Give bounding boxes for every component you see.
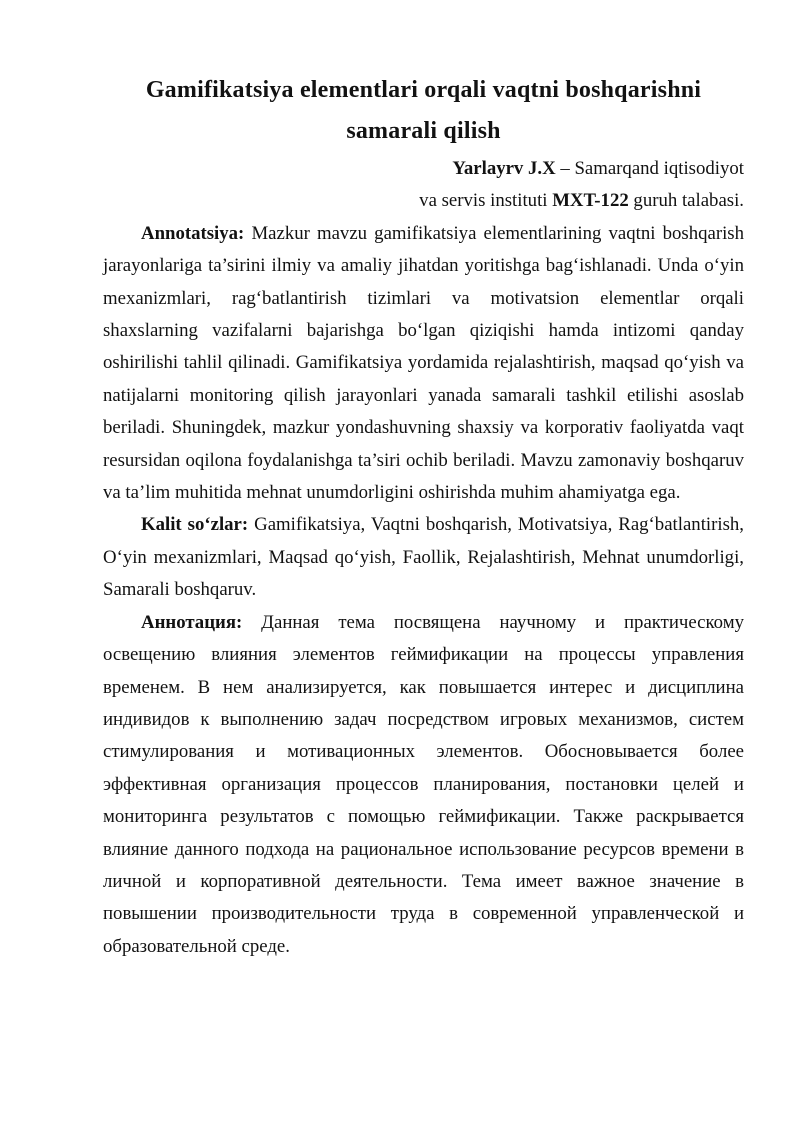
- annotation-ru-paragraph: [103, 607, 744, 963]
- author-line-1: [103, 153, 744, 185]
- annotation-uz-paragraph: [103, 218, 744, 510]
- author-block: [103, 153, 744, 218]
- keywords-label: Kalit so‘zlar:: [141, 514, 249, 536]
- annotation-ru-label: Аннотация:: [141, 611, 243, 633]
- keywords-paragraph: [103, 509, 744, 606]
- title-line-2: samarali qilish: [346, 118, 501, 144]
- document-body: [103, 153, 744, 963]
- author-affiliation-part3: guruh talabasi.: [628, 190, 744, 212]
- author-group-code: MXT-122: [552, 190, 629, 212]
- annotation-ru-text: Данная тема посвящена научному и практическому освещению влияния элементов геймификации на процессы управления временем. В нем анализируется, как повышается интерес и дисциплина индивидов к выполнению задач посредством игровых механизмов, систем стимулирования и мотивационных элементов. Обосновывается более эффективная организация процессов планирования, постановки целей и мониторинга результатов с помощью геймификации. Также раскрывается влияние данного подхода на рациональное использование ресурсов времени в личной и корпоративной деятельности. Тема имеет важное значение в повышении производительности труда в современной управленческой и образовательной среде.: [103, 611, 744, 957]
- author-line-2: [103, 185, 744, 217]
- author-name: Yarlayrv J.X: [452, 158, 556, 179]
- keywords-text: Gamifikatsiya, Vaqtni boshqarish, Motivatsiya, Rag‘batlantirish, O‘yin mexanizmlari, Maqsad qo‘yish, Faollik, Rejalashtirish, Mehnat unumdorligi, Samarali boshqaruv.: [103, 514, 744, 601]
- document-title: [103, 70, 744, 152]
- annotation-uz-text: Mazkur mavzu gamifikatsiya elementlarining vaqtni boshqarish jarayonlariga ta’sirini ilmiy va amaliy jihatdan yoritishga bag‘ishlanadi. Unda o‘yin mexanizmlari, rag‘batlantirish tizimlari va motivatsion elementlar orqali shaxslarning vazifalarni bajarishga bo‘lgan qiziqishi hamda intizomi qanday oshirilishi tahlil qilinadi. Gamifikatsiya yordamida rejalashtirish, maqsad qo‘yish va natijalarni monitoring qilish jarayonlari yanada samarali tashkil etilishi asoslab beriladi. Shuningdek, mazkur yondashuvning shaxsiy va korporativ faoliyatda vaqt resursidan oqilona foydalanishga ta’siri ochib beriladi. Mavzu zamonaviy boshqaruv va ta’lim muhitida mehnat unumdorligini oshirishda muhim ahamiyatga ega.: [103, 222, 744, 504]
- author-affiliation-part1: – Samarqand iqtisodiyot: [555, 158, 744, 179]
- author-affiliation-part2: va servis instituti: [419, 190, 553, 212]
- annotation-uz-label: Annotatsiya:: [141, 222, 245, 244]
- title-line-1: Gamifikatsiya elementlari orqali vaqtni boshqarishni: [145, 77, 702, 103]
